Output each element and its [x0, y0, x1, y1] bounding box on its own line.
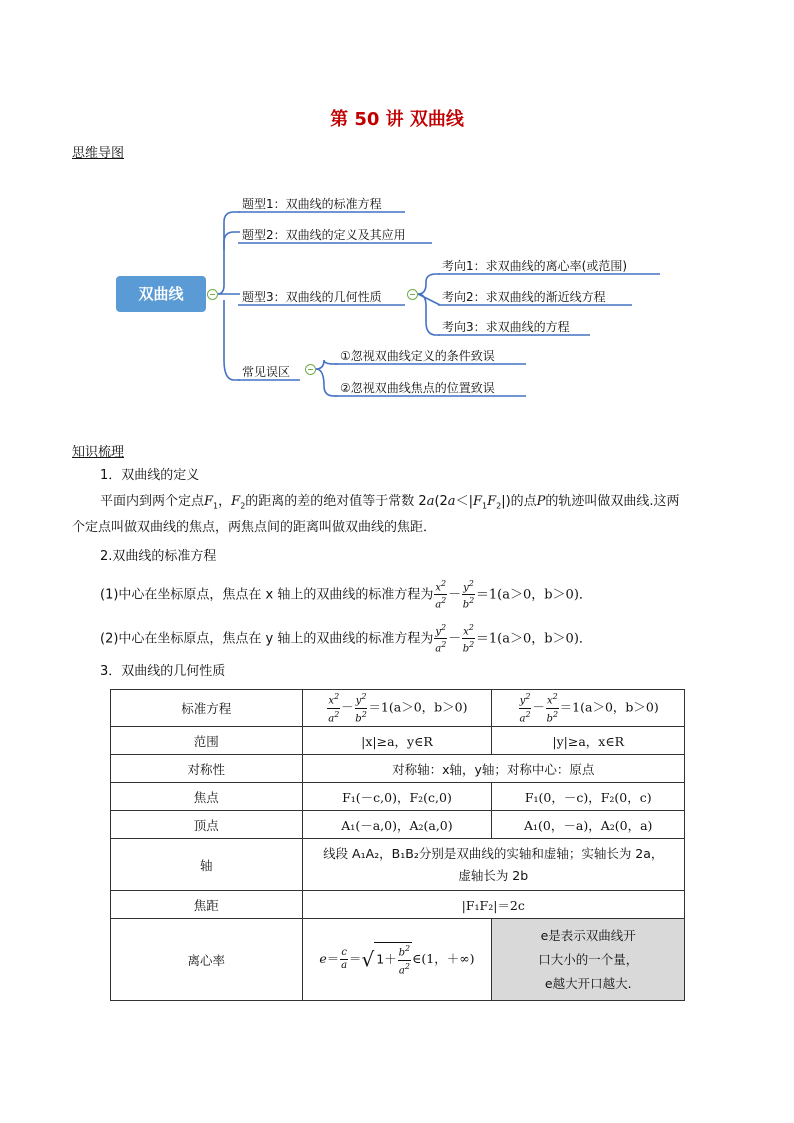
mindmap-node-mistakes: 常见误区	[242, 365, 291, 379]
row-label: 标准方程	[111, 690, 303, 727]
mindmap-node-aspect1: 考向1：求双曲线的离心率(或范围)	[442, 259, 627, 273]
row-label: 轴	[111, 839, 303, 891]
mindmap-node-aspect3: 考向3：求双曲线的方程	[442, 320, 570, 334]
table-cell: |y|≥a，x∈R	[492, 727, 685, 755]
mind-map	[0, 0, 794, 420]
row-label: 顶点	[111, 811, 303, 839]
row-label: 离心率	[111, 919, 303, 1001]
mindmap-node-type1: 题型1：双曲线的标准方程	[242, 197, 382, 211]
eccentricity-formula-cell: e＝ $\frac{c}{a}$ ＝√ 1＋ $\frac{b^2}{a^2}$ ∈(1，＋∞)	[302, 919, 492, 1001]
axis-text-line2: 虚轴长为 2b	[458, 867, 529, 883]
knowledge-heading: 知识梳理	[72, 445, 125, 460]
table-row	[111, 891, 685, 919]
table-row	[111, 839, 685, 891]
row-label: 焦距	[111, 891, 303, 919]
equation-x-axis: (1)中心在坐标原点，焦点在 x 轴上的双曲线的标准方程为 $\frac{x^2}{a^2}$ － $\frac{y^2}{b^2}$ ＝1(a＞0，b＞0)．	[100, 579, 592, 611]
equation-cell: $\frac{y^2}{a^2}$ － $\frac{x^2}{b^2}$ ＝1(a＞0，b＞0)	[492, 690, 685, 727]
table-cell	[302, 839, 685, 891]
table-cell: F₁(0，－c)，F₂(0，c)	[492, 783, 685, 811]
eccentricity-note-cell: e是表示双曲线开 口大小的一个量， e越大开口越大.	[492, 919, 685, 1001]
heading-standard-equation: 2.双曲线的标准方程	[100, 549, 217, 564]
table-cell: F₁(－c,0)，F₂(c,0)	[302, 783, 492, 811]
collapse-icon[interactable]	[305, 364, 316, 375]
table-cell: |x|≥a，y∈R	[302, 727, 492, 755]
mindmap-node-type2: 题型2：双曲线的定义及其应用	[242, 228, 406, 242]
table-row	[111, 919, 685, 1001]
equation-cell: $\frac{x^2}{a^2}$ － $\frac{y^2}{b^2}$ ＝1(a＞0，b＞0)	[302, 690, 492, 727]
table-cell: |F₁F₂|＝2c	[302, 891, 685, 919]
table-row	[111, 727, 685, 755]
collapse-icon[interactable]	[407, 289, 418, 300]
page-title: 第 50 讲 双曲线	[330, 109, 464, 130]
row-label: 对称性	[111, 755, 303, 783]
definition-paragraph: 平面内到两个定点$F_1$，$F_2$的距离的差的绝对值等于常数 $2a(2a<|F_1F_2|)$的点P的轨迹叫做双曲线.这两	[100, 494, 680, 511]
heading-definition: 1．双曲线的定义	[100, 468, 200, 483]
mindmap-node-mistake1: ①忽视双曲线定义的条件致误	[340, 349, 495, 363]
heading-geometric-properties: 3．双曲线的几何性质	[100, 664, 226, 679]
table-cell: 对称轴：x轴，y轴；对称中心：原点	[302, 755, 685, 783]
mindmap-heading: 思维导图	[72, 146, 125, 161]
collapse-icon[interactable]	[207, 289, 218, 300]
row-label: 焦点	[111, 783, 303, 811]
table-cell: A₁(－a,0)，A₂(a,0)	[302, 811, 492, 839]
definition-paragraph-line2: 个定点叫做双曲线的焦点，两焦点间的距离叫做双曲线的焦距．	[72, 520, 437, 535]
mindmap-node-aspect2: 考向2：求双曲线的渐近线方程	[442, 290, 606, 304]
table-row	[111, 755, 685, 783]
table-row	[111, 783, 685, 811]
table-cell: A₁(0，－a)，A₂(0，a)	[492, 811, 685, 839]
axis-text-line1: 线段 A₁A₂，B₁B₂分别是双曲线的实轴和虚轴；实轴长为 2a，	[323, 845, 664, 861]
table-row	[111, 811, 685, 839]
mindmap-root: 双曲线	[116, 276, 206, 312]
equation-y-axis: (2)中心在坐标原点，焦点在 y 轴上的双曲线的标准方程为 $\frac{y^2}{a^2}$ － $\frac{x^2}{b^2}$ ＝1(a＞0，b＞0)．	[100, 623, 592, 655]
mindmap-node-type3: 题型3：双曲线的几何性质	[242, 290, 382, 304]
table-row	[111, 690, 685, 727]
mindmap-node-mistake2: ②忽视双曲线焦点的位置致误	[340, 381, 495, 395]
properties-table	[110, 689, 685, 1001]
row-label: 范围	[111, 727, 303, 755]
